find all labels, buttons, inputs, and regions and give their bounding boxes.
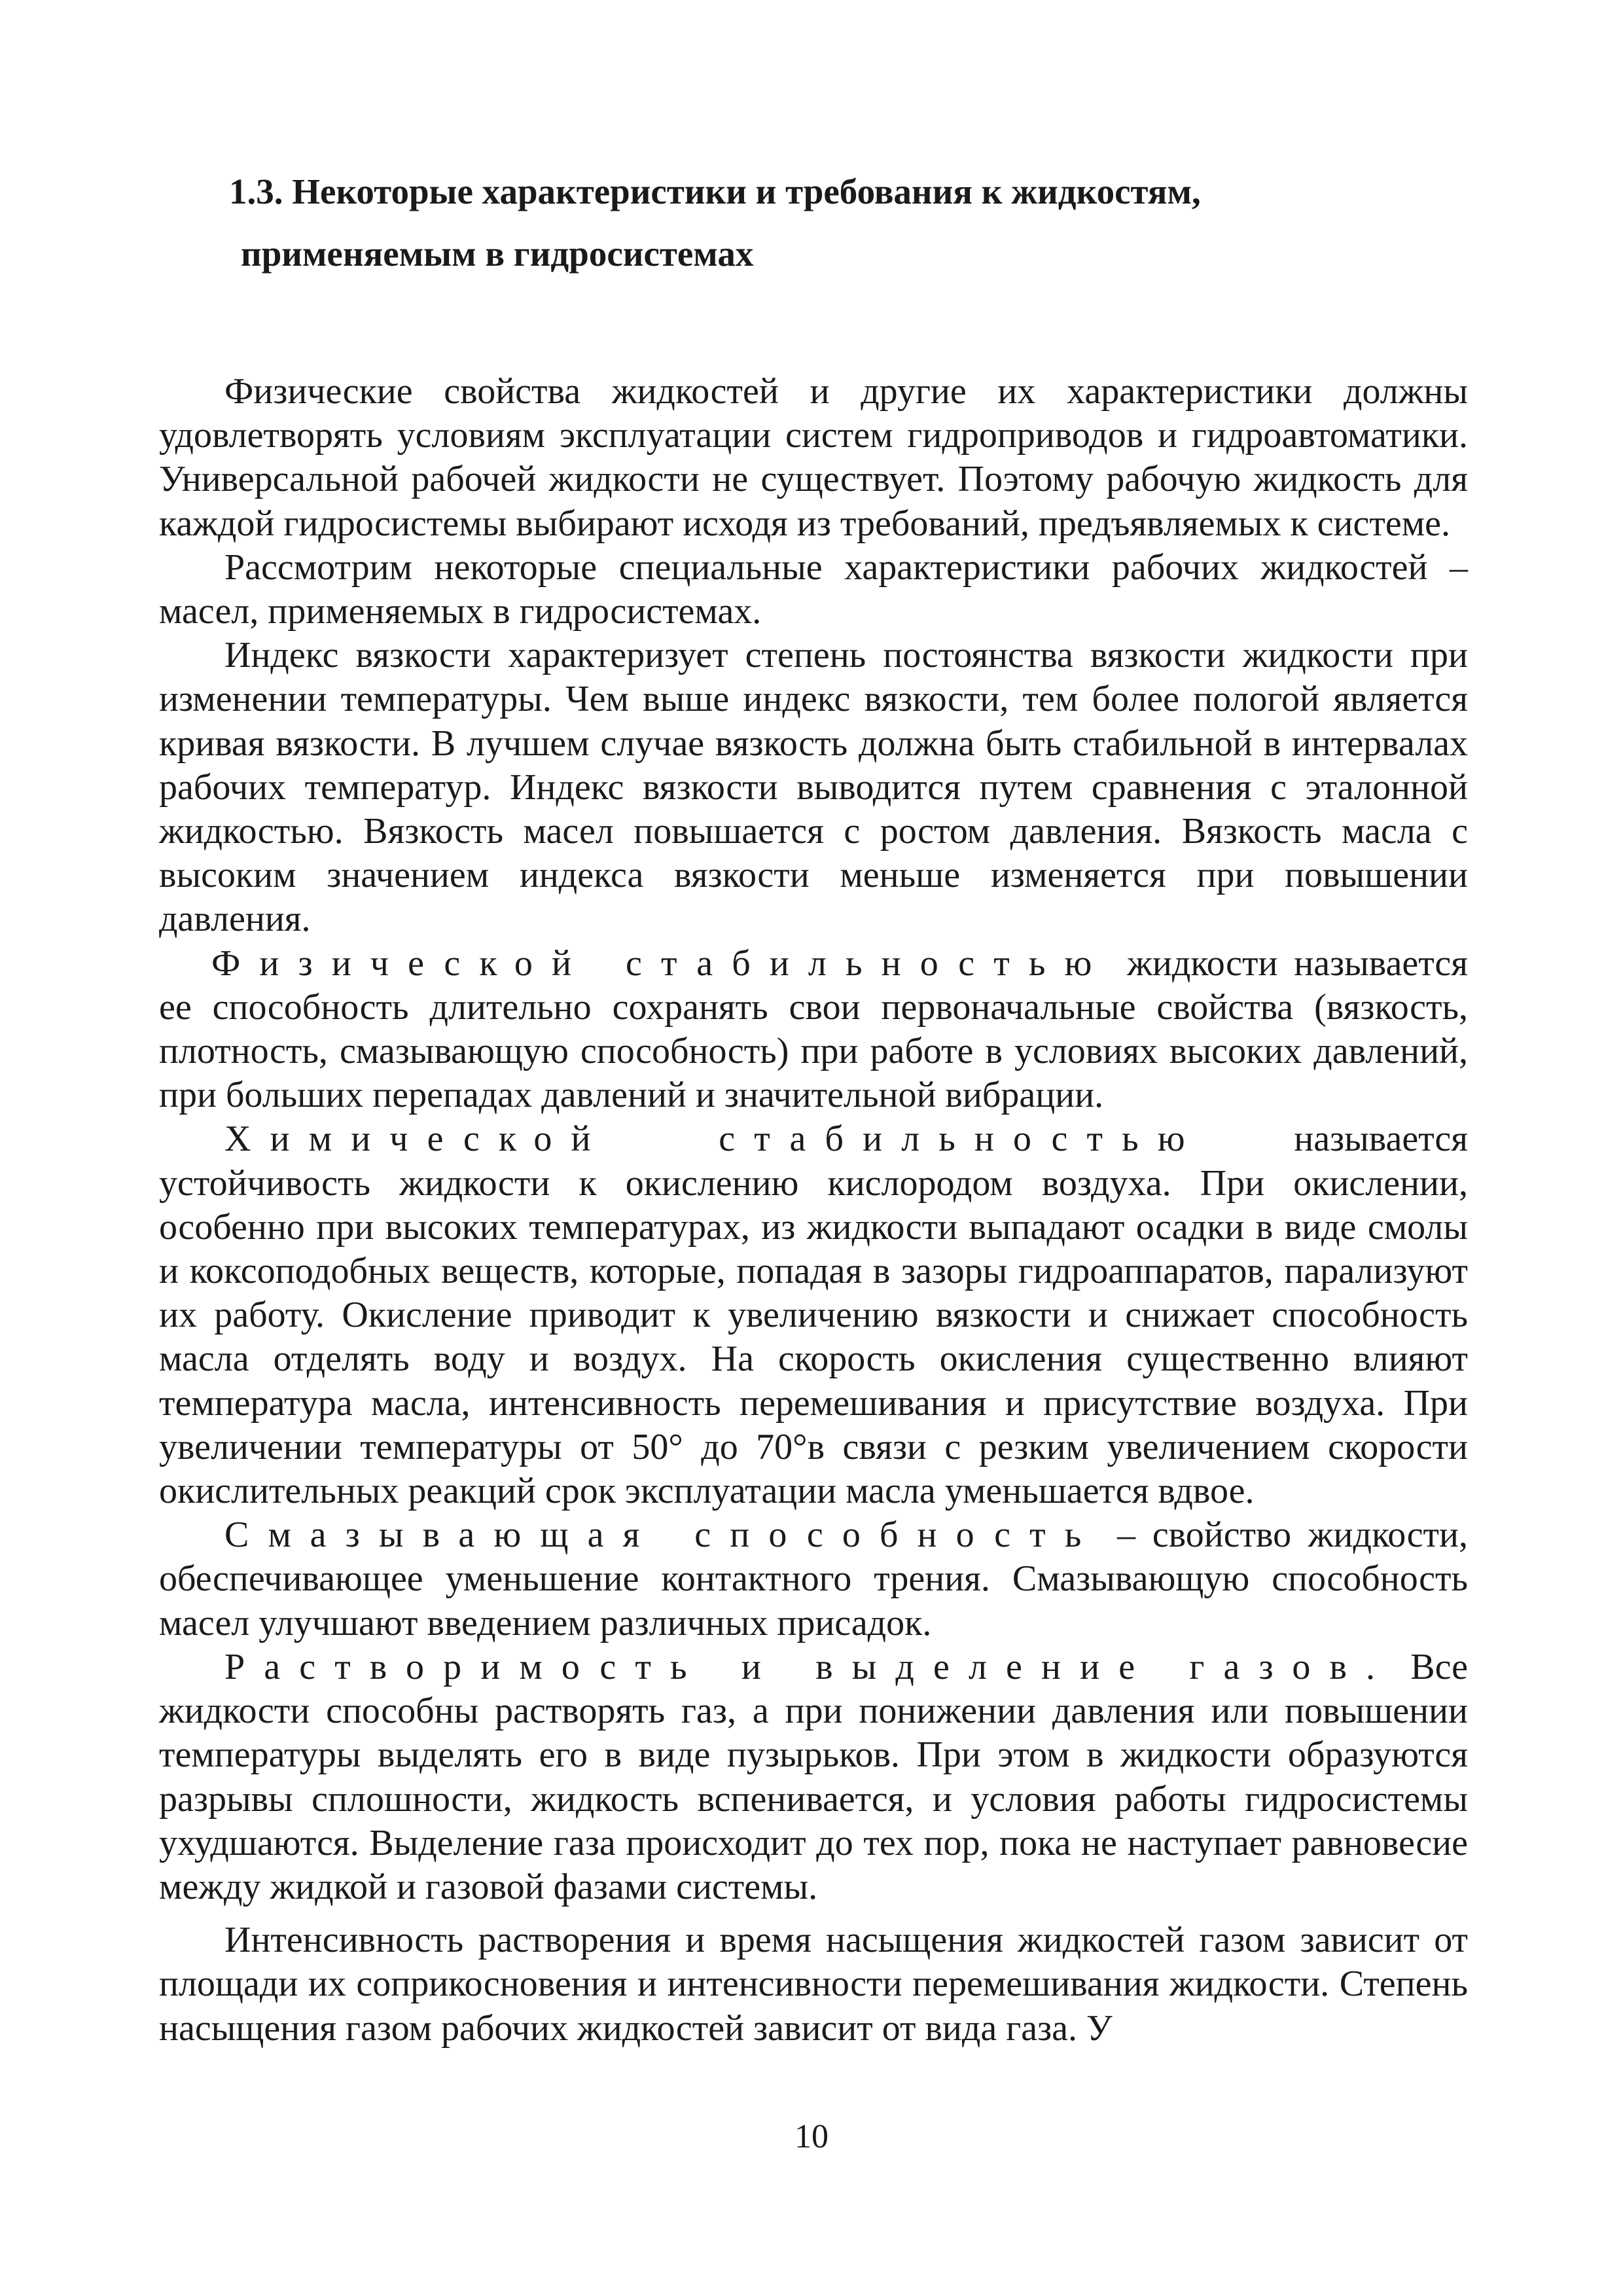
paragraph-viscosity-index: Индекс вязкости характеризует степень постоянства вязкости жидкости при изменении температуры. Чем выше индекс вязкости, тем более пологой является кривая вязкости. В лучшем случае вязкость должна быть стабильной в интервалах рабочих температур. Индекс вязкости выводится путем сравнения с эталонной жидкостью. Вязкость масел повышается с ростом давления. Вязкость масла с высоким значением индекса вязкости меньше изменяется при повышении давления.	[159, 635, 1468, 940]
paragraph-dissolution-intensity: Интенсивность растворения и время насыщения жидкостей газом зависит от площади их соприкосновения и интенсивности перемешивания жидкости. Степень насыщения газом рабочих жидкостей зависит от вида газа. У	[159, 1920, 1468, 2049]
paragraph-chemical-stability-text: называется устойчивость жидкости к окислению кислородом воздуха. При окислении, особенно при высоких температурах, из жидкости выпадают осадки в виде смолы и коксоподобных веществ, которые, попадая в зазоры гидроаппаратов, парализуют их работу. Окисление приводит к увеличению вязкости и снижает способность масла отделять воду и воздух. На скорость окисления существенно влияют температура масла, интенсивность перемешивания и присутствие воздуха. При увеличении температуры от 50° до 70°в связи с резким увеличением скорости окислительных реакций срок эксплуатации масла уменьшается вдвое.	[159, 1119, 1468, 1512]
term-gas-solubility: Растворимость и выделение газов.	[224, 1646, 1395, 1687]
body-text	[159, 370, 1468, 2051]
paragraph-gas-solubility-text: Все жидкости способны растворять газ, а при понижении давления или повышении температуры выделять его в виде пузырьков. При этом в жидкости образуются разрывы сплошности, жидкость вспенивается, и условия работы гидросистемы ухудшаются. Выделение газа происходит до тех пор, пока не наступает равновесие между жидкой и газовой фазами системы.	[159, 1646, 1468, 1907]
paragraph-physical-stability-text: жидкости называется ее способность длительно сохранять свои первоначальные свойства (вязкость, плотность, смазывающую способность) при работе в условиях высоких давлений, при больших перепадах давлений и значительной вибрации.	[159, 942, 1468, 1116]
section-heading	[229, 160, 1472, 285]
paragraph-chemical-stability	[159, 1117, 1468, 1513]
paragraph-gas-solubility	[159, 1645, 1468, 1909]
paragraph-requirements: Физические свойства жидкостей и другие их характеристики должны удовлетворять условиям эксплуатации систем гидроприводов и гидроавтоматики. Универсальной рабочей жидкости не существует. Поэтому рабочую жидкость для каждой гидросистемы выбирают исходя из требований, предъявляемых к системе.	[159, 371, 1468, 544]
section-heading-line-1: 1.3. Некоторые характеристики и требования к жидкостям,	[229, 171, 1201, 211]
section-heading-line-2: применяемым в гидросистемах	[241, 234, 754, 274]
paragraph-lubricity	[159, 1513, 1468, 1645]
term-lubricity: Смазывающая способность	[224, 1515, 1101, 1556]
paragraph-lubricity-text: – свойство жидкости, обеспечивающее уменьшение контактного трения. Смазывающую способность масел улучшают введением различных присадок.	[159, 1515, 1468, 1643]
term-chemical-stability: Химической стабильностью	[224, 1119, 1204, 1160]
paragraph-special-characteristics: Рассмотрим некоторые специальные характеристики рабочих жидкостей – масел, применяемых в гидросистемах.	[159, 547, 1468, 632]
term-physical-stability: Физической стабильностью	[211, 942, 1111, 984]
page-number: 10	[794, 2118, 829, 2155]
paragraph-physical-stability	[159, 942, 1468, 1118]
